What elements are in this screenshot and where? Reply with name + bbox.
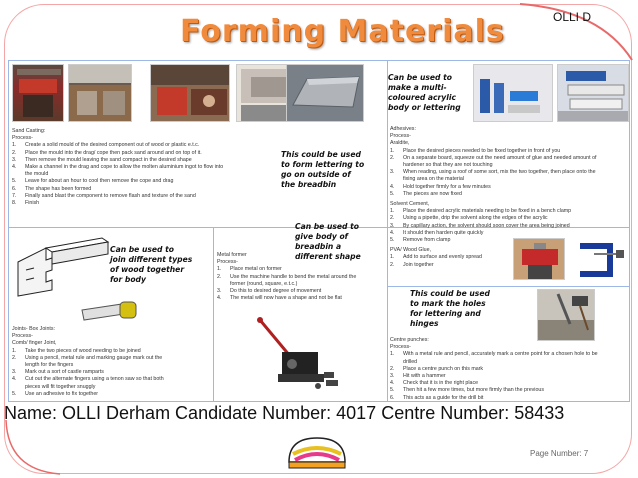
page-title: Forming Materials — [180, 14, 505, 49]
metal-former-step: 1. Place metal on former — [217, 266, 282, 273]
solvent-step: 4. It should then harden quite quickly — [390, 229, 484, 236]
araldite-label: Araldite, — [390, 140, 410, 147]
centre-punch-step: drilled — [403, 358, 418, 365]
pva-step: 1. Add to surface and evenly spread — [390, 254, 482, 261]
araldite-step: 1. Place the desired pieces needed to be fixed together in front of you — [390, 147, 561, 154]
solvent-label: Solvent Cement, — [390, 201, 430, 208]
centre-punch-step: 1. With a metal rule and pencil, accurately mark a centre point for a chosen hole to be — [390, 351, 598, 358]
sand-casting-step: 1. Create a solid mould of the desired component out of wood or plastic e.t.c. — [12, 142, 200, 149]
metal-former-text — [217, 252, 356, 302]
note-acrylic: Can be used to make a multi- coloured acrylic body or lettering — [388, 73, 461, 112]
adhesives-text — [390, 126, 596, 269]
note-holes: This could be used to mark the holes for lettering and hinges — [410, 289, 490, 328]
metal-former-machine-image — [256, 316, 342, 392]
box-joints-process-label: Process- — [12, 333, 33, 340]
box-joint-diagram — [12, 232, 110, 298]
tenon-saw-image — [80, 300, 138, 324]
sand-casting-heading: Sand Casting: — [12, 128, 46, 134]
metal-former-step: 3. Do this to desired degree of movement — [217, 288, 322, 295]
box-joint-step: 3. Mark out a sort of castle ramparts — [12, 369, 104, 376]
note-lettering: This could be used to form lettering to go on outside of the breadbin — [281, 150, 365, 189]
araldite-step: 2. On a separate board, squeeze out the need amount of glue and needed amount of — [390, 154, 597, 161]
sand-casting-step: 7. Finally sand blast the component to remove flash and texture of the sand — [12, 192, 196, 199]
adhesive-photo-2 — [557, 64, 629, 122]
box-joint-step: length for the fingers — [25, 362, 74, 369]
grid-line-top — [8, 60, 630, 61]
sand-casting-step: 5. Leave for about an hour to cool then remove the cope and drag — [12, 178, 174, 185]
metal-former-step: 2. Use the machine handle to bend the metal around the — [217, 273, 357, 280]
metal-ingot-photo — [286, 64, 364, 122]
sand-casting-step: 3. Then remove the mould leaving the sand compact in the desired shape — [12, 156, 192, 163]
box-joint-step: 1. Take the two pieces of wood needing to be joined — [12, 347, 141, 354]
sand-casting-photo-2 — [68, 64, 132, 122]
box-joint-step: 4. Cut out the alternate fingers using a tenon saw so that both — [12, 376, 164, 383]
araldite-step: 5. The pieces are now fixed — [390, 190, 462, 197]
sand-casting-photo-1 — [12, 64, 64, 122]
araldite-step: fixing area on the material — [403, 176, 464, 183]
metal-former-step: former (round, square, e.t.c.) — [230, 280, 298, 287]
centre-punch-step: 4. Check that it is in the right place — [390, 380, 479, 387]
araldite-step: 4. Hold together firmly for a few minutes — [390, 183, 491, 190]
sand-casting-photo-3 — [150, 64, 230, 122]
grid-line-left-vertical — [8, 60, 9, 402]
sand-casting-process-label: Process- — [12, 135, 33, 142]
box-joints-heading: Joints- Box Joints: — [12, 326, 55, 332]
centre-punch-step: 3. Hit with a hammer — [390, 373, 446, 380]
metal-former-process-label: Process- — [217, 259, 238, 266]
centre-punch-step: 2. Place a centre punch on this mark — [390, 365, 484, 372]
grid-line-adhesive-divider — [387, 286, 630, 287]
box-joint-step: 5. Use an adhesive to fix together — [12, 390, 99, 397]
grid-line-metal-divider — [213, 227, 214, 401]
centre-punches-heading: Centre punches: — [390, 337, 429, 343]
centre-punches-process-label: Process- — [390, 344, 411, 351]
comb-joint-label: Comb/ finger Joint, — [12, 340, 57, 347]
adhesives-heading: Adhesives: — [390, 126, 416, 132]
araldite-step: hardener so that they are not touching — [403, 162, 493, 169]
bench-clamp-photo — [513, 238, 565, 280]
page-number: Page Number: 7 — [530, 449, 589, 458]
candidate-info: Name: OLLI Derham Candidate Number: 4017 Centre Number: 58433 — [4, 403, 565, 423]
centre-punch-step: 5. Then hit a few more times, but more firmly than the previous — [390, 387, 545, 394]
breadbin-logo — [283, 432, 351, 472]
note-join-types: Can be used to join different types of wood together for body — [110, 245, 193, 284]
sand-casting-step: the mould — [25, 171, 49, 178]
grid-line-right-vertical — [629, 60, 630, 402]
box-joint-step: 2. Using a pencil, metal rule and marking gauge mark out the — [12, 354, 163, 361]
adhesive-photo-1 — [473, 64, 553, 122]
sand-casting-step: 6. The shape has been formed — [12, 185, 92, 192]
centre-punches-text — [390, 337, 598, 402]
sand-casting-step: 2. Place the mould into the drag/ cope then pack sand around and on top of it. — [12, 149, 202, 156]
g-clamp-photo — [570, 240, 626, 280]
pva-label: PVA/ Wood Glue, — [390, 247, 432, 254]
sand-casting-step: 8. Finish — [12, 200, 40, 207]
sand-casting-text — [12, 128, 223, 207]
araldite-step: 3. When reading, using a roof of some sort, mix the two together, then place onto the — [390, 169, 596, 176]
box-joints-text — [12, 326, 164, 398]
metal-former-heading: Metal former — [217, 252, 247, 258]
centre-punch-step: 6. This acts as a guide for the drill bit — [390, 394, 484, 401]
metal-former-step: 4. The metal will now have a shape and not be flat — [217, 295, 342, 302]
centre-punch-photo — [537, 289, 595, 341]
note-breadbin: Can be used to give body of breadbin a different shape — [295, 222, 361, 261]
pva-step: 2. Join together — [390, 261, 434, 268]
solvent-step: 3. By capillary action, the solvent should soon cover the area being joined — [390, 222, 570, 229]
author-tag: OLLI D — [553, 10, 592, 24]
solvent-step: 5. Remove from clamp — [390, 237, 451, 244]
solvent-step: 1. Place the desired acrylic materials needing to be fixed in a bench clamp — [390, 208, 572, 215]
solvent-step: 2. Using a pipette, drip the solvent along the edges of the acrylic — [390, 215, 548, 222]
box-joint-step: pieces will fit together snuggly — [25, 383, 96, 390]
sand-casting-step: 4. Make a channel in the drag and cope to allow the molten aluminium ingot to flow into — [12, 164, 224, 171]
adhesives-process-label: Process- — [390, 133, 411, 140]
